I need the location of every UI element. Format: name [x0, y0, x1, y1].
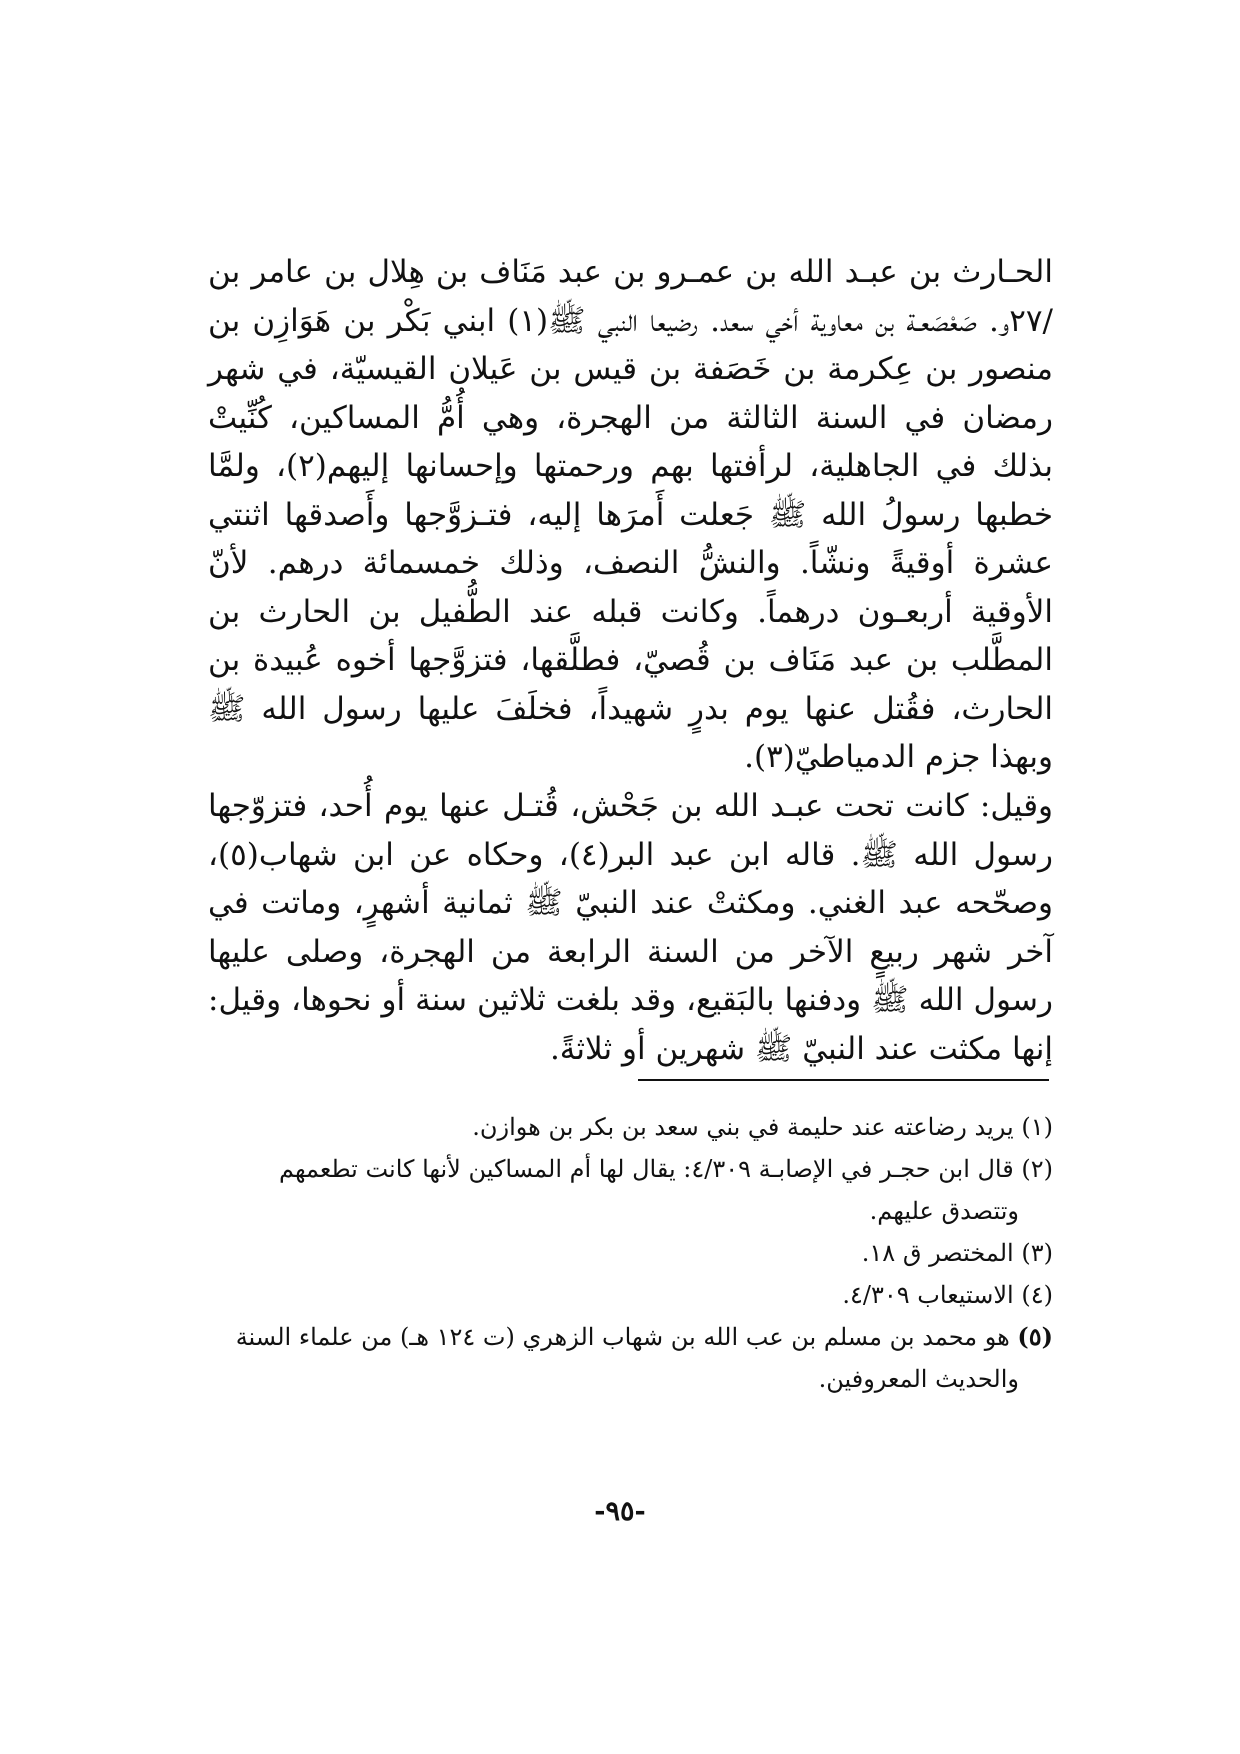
- footnote-text: الاستيعاب ٤/٣٠٩.: [842, 1281, 1014, 1309]
- page-number: -٩٥-: [594, 1496, 646, 1527]
- footnote-number: (٥): [1017, 1322, 1053, 1351]
- footnote-number: (١): [1021, 1113, 1053, 1141]
- body-paragraph-2: وقيل: كانت تحت عبـد الله بن جَحْش، قُتـل عنها يوم أُحد، فتزوّجها رسول الله ﷺ. قاله ابن عبد البر(٤)، وحكاه عن ابن شهاب(٥)، وصحّحه عبد الغني. ومكثتْ عند النبيّ ﷺ ثمانية أشهرٍ، وماتت في آخر شهر ربيعٍ الآخر من السنة الرابعة من الهجرة، وصلى عليها رسول الله ﷺ ودفنها بالبَقيع، وقد بلغت ثلاثين سنة أو نحوها، وقيل: إنها مكثت عند النبيّ ﷺ شهرين أو ثلاثةً.: [208, 788, 1053, 1067]
- footnote-2-continuation: وتتصدق عليهم.: [869, 1197, 1019, 1225]
- footnote-text: يريد رضاعته عند حليمة في بني سعد بن بكر بن هوازن.: [472, 1113, 1014, 1141]
- footnote-3: [208, 1232, 1053, 1274]
- footnote-number: (٣): [1021, 1239, 1053, 1267]
- footnote-divider: [638, 1079, 1049, 1081]
- footnote-number: (٤): [1021, 1281, 1053, 1309]
- footnote-text: هو محمد بن مسلم بن عب الله بن شهاب الزهري (ت ١٢٤ هـ) من علماء السنة: [235, 1323, 1010, 1351]
- footnote-5: [208, 1316, 1053, 1358]
- footnote-4: [208, 1274, 1053, 1316]
- body-paragraph-1: الحـارث بن عبـد الله بن عمـرو بن عبد مَنَاف بن هِلال بن عامر بن /٢٧و. صَعْصَعـة بن معاوية أخي سعد. رضيعا النبي ﷺ(١) ابني بَكْر بن هَوَازِن بن منصور بن عِكرمة بن خَصَفة بن قيس بن عَيلان القيسيّة، في شهر رمضان في السنة الثالثة من الهجرة، وهي أُمُّ المساكين، كُنِّيتْ بذلك في الجاهلية، لرأفتها بهم ورحمتها وإحسانها إليهم(٢)، ولمَّا خطبها رسولُ الله ﷺ جَعلت أَمرَها إليه، فتـزوَّجها وأَصدقها اثنتي عشرة أوقيةً ونشّاً. والنشُّ النصف، وذلك خمسمائة درهم. لأنّ الأوقية أربعـون درهماً. وكانت قبله عند الطُّفيل بن الحارث بن المطَّلب بن عبد مَنَاف بن قُصيّ، فطلَّقها، فتزوَّجها أخوه عُبيدة بن الحارث، فقُتل عنها يوم بدرٍ شهيداً، فخلَفَ عليها رسول الله ﷺ وبهذا جزم الدمياطيّ(٣).: [208, 254, 1053, 775]
- footnote-2: [208, 1148, 1053, 1190]
- footnote-text: المختصر ق ١٨.: [861, 1239, 1014, 1267]
- footnote-5-continuation: والحديث المعروفين.: [818, 1365, 1019, 1393]
- footnote-number: (٢): [1021, 1155, 1053, 1183]
- footnotes-list: [208, 1106, 1053, 1400]
- footnote-text: قال ابن حجـر في الإصابـة ٤/٣٠٩: يقال لها أم المساكين لأنها كانت تطعمهم: [279, 1155, 1014, 1183]
- footnote-1: [208, 1106, 1053, 1148]
